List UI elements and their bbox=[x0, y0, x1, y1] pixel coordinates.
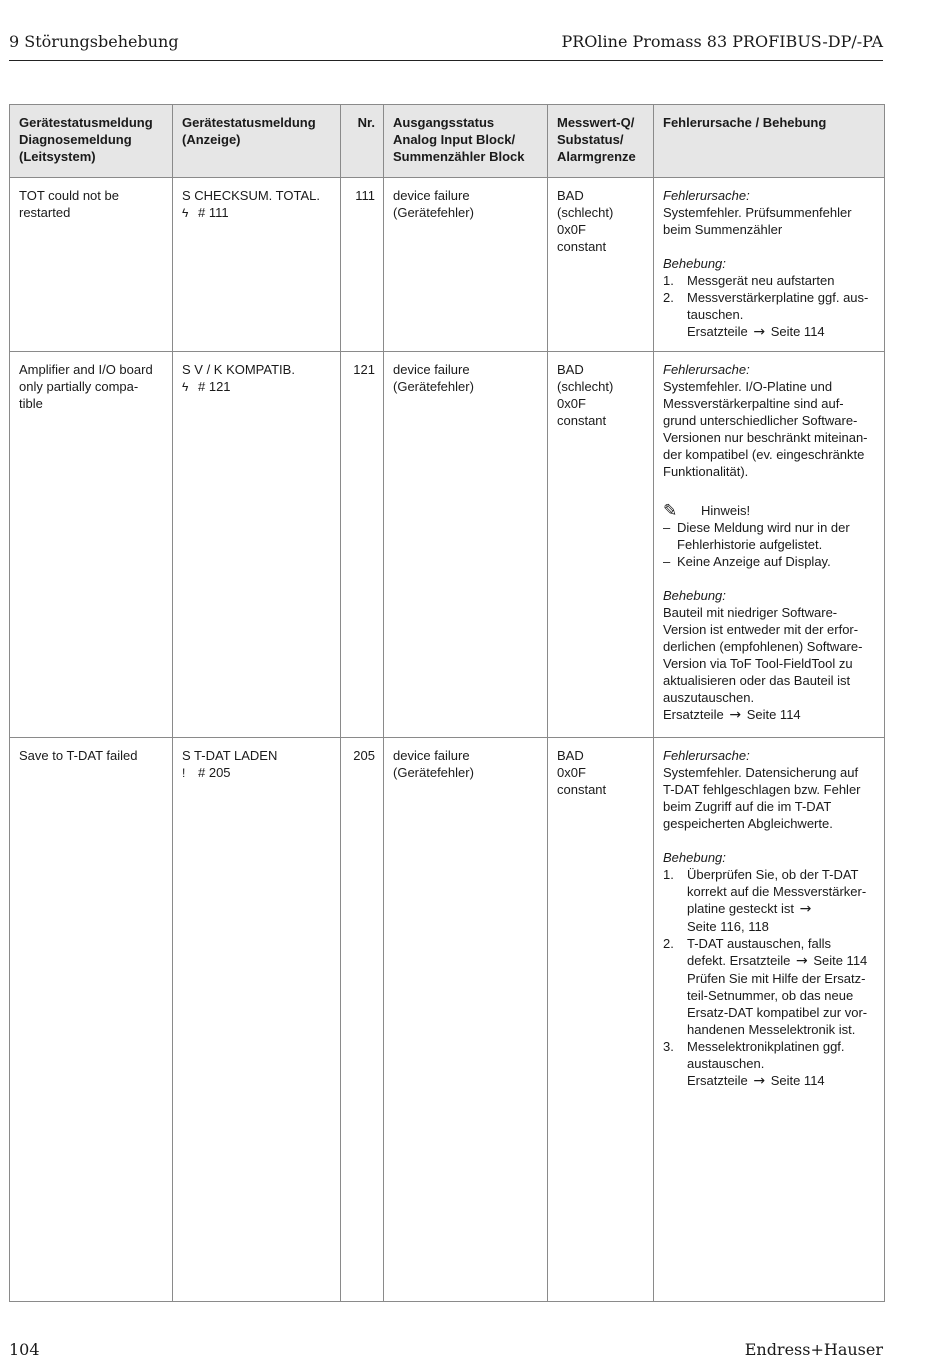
quality-cell: BAD (schlecht) 0x0F constant bbox=[548, 352, 654, 738]
table-row bbox=[10, 738, 885, 1302]
page-reference[interactable]: Seite 116, 118 bbox=[687, 919, 769, 934]
header-system-message: Gerätestatusmeldung Diagnosemeldung (Leitsystem) bbox=[10, 105, 173, 178]
remedy-label: Behebung: bbox=[663, 588, 726, 603]
output-status-cell: device failure (Gerätefehler) bbox=[384, 738, 548, 1302]
cause-label: Fehlerursache: bbox=[663, 748, 750, 763]
header-cause-remedy: Fehlerursache / Behebung bbox=[654, 105, 885, 178]
quality-cell: BAD (schlecht) 0x0F constant bbox=[548, 178, 654, 352]
spare-parts-reference[interactable]: Ersatzteile → Seite 114 bbox=[663, 707, 801, 723]
arrow-right-icon: → bbox=[753, 324, 766, 340]
cause-remedy-cell: Fehlerursache: Systemfehler. Prüfsummenfehler beim Summenzähler Behebung: 1. Messgerät neu aufstarten 2. Messverstärkerplatine ggf. aus- tauschen. Ersatzteile → Seite 114 bbox=[654, 178, 885, 352]
list-item: – Diese Meldung wird nur in der Fehlerhistorie aufgelistet. bbox=[663, 520, 850, 552]
arrow-right-icon: → bbox=[795, 953, 808, 969]
output-status-cell: device failure (Gerätefehler) bbox=[384, 178, 548, 352]
cause-label: Fehlerursache: bbox=[663, 362, 750, 377]
cause-remedy-cell: Fehlerursache: Systemfehler. I/O-Platine und Messverstärkerpaltine sind auf- grund unterschiedlicher Software- Versionen nur beschränkt miteinan- der kompatibel (ev. eingeschränkte Funktionalität). ✎ Hinweis! – Diese Meldung wird nur in der Fehlerhistorie aufgelistet. – Keine Anzeige auf Display. Behebung: Bauteil mit niedriger Software- Version ist entweder mit der erfor- derlichen (empfohlenen) Software- Version via ToF Tool-FieldTool zu aktualisieren oder das Bauteil ist auszutauschen. Ersatzteile → Seite 114 bbox=[654, 352, 885, 738]
header-quality: Messwert-Q/ Substatus/ Alarmgrenze bbox=[548, 105, 654, 178]
hint-box: ✎ Hinweis! bbox=[663, 501, 751, 520]
arrow-right-icon: → bbox=[729, 707, 742, 723]
spare-parts-reference[interactable]: Ersatzteile → Seite 114 bbox=[687, 1073, 825, 1089]
number-cell: 205 bbox=[341, 738, 384, 1302]
arrow-right-icon: → bbox=[799, 901, 812, 917]
remedy-label: Behebung: bbox=[663, 256, 726, 271]
list-item: 2. Messverstärkerplatine ggf. aus- tauschen. Ersatzteile → Seite 114 bbox=[663, 289, 880, 341]
cause-label: Fehlerursache: bbox=[663, 188, 750, 203]
list-item: 2. T-DAT austauschen, falls defekt. Ersatzteile → Seite 114 Prüfen Sie mit Hilfe der Ersatz- teil-Setnummer, ob das neue Ersatz-DAT kompatibel zur vor- handenen Messelektronik ist. bbox=[663, 935, 880, 1038]
lightning-icon: ϟ bbox=[182, 380, 189, 394]
display-message-cell: S CHECKSUM. TOTAL. ϟ # 111 bbox=[173, 178, 341, 352]
remedy-label: Behebung: bbox=[663, 850, 726, 865]
quality-cell: BAD 0x0F constant bbox=[548, 738, 654, 1302]
product-title: PROline Promass 83 PROFIBUS-DP/-PA bbox=[561, 32, 883, 51]
lightning-icon: ϟ bbox=[182, 206, 189, 220]
brand-logo: Endress+Hauser bbox=[744, 1340, 883, 1359]
table-header-row bbox=[10, 105, 885, 178]
display-message-cell: S T-DAT LADEN ! # 205 bbox=[173, 738, 341, 1302]
section-title: 9 Störungsbehebung bbox=[9, 32, 179, 51]
exclamation-icon: ! bbox=[182, 766, 186, 780]
table-row bbox=[10, 352, 885, 738]
number-cell: 121 bbox=[341, 352, 384, 738]
arrow-right-icon: → bbox=[753, 1073, 766, 1089]
table-row bbox=[10, 178, 885, 352]
header-output-status: Ausgangsstatus Analog Input Block/ Summenzähler Block bbox=[384, 105, 548, 178]
header-number: Nr. bbox=[341, 105, 384, 178]
header-display-message: Gerätestatusmeldung (Anzeige) bbox=[173, 105, 341, 178]
number-cell: 111 bbox=[341, 178, 384, 352]
list-item: 3. Messelektronikplatinen ggf. austauschen. Ersatzteile → Seite 114 bbox=[663, 1038, 880, 1090]
spare-parts-reference[interactable]: defekt. Ersatzteile → Seite 114 bbox=[687, 953, 868, 969]
output-status-cell: device failure (Gerätefehler) bbox=[384, 352, 548, 738]
error-table bbox=[9, 104, 885, 1302]
list-item: 1. Überprüfen Sie, ob der T-DAT korrekt auf die Messverstärker- platine gesteckt ist → Seite 116, 118 bbox=[663, 866, 880, 935]
cause-remedy-cell: Fehlerursache: Systemfehler. Datensicherung auf T-DAT fehlgeschlagen bzw. Fehler beim Zugriff auf die im T-DAT gespeicherten Abgleichwerte. Behebung: 1. Überprüfen Sie, ob der T-DAT korrekt auf die Messverstärker- platine gesteckt ist → Seite 116, 118 2. T-DAT austauschen, falls defekt. Ersatzteile → Seite 114 Prüfen Sie mit Hilfe der Ersatz- teil-Setnummer, ob das neue Ersatz-DAT kompatibel zur vor- handenen Messelektronik ist. 3. Messelektronikplatinen ggf. austauschen. Ersatzteile → Seite 114 bbox=[654, 738, 885, 1302]
display-message-cell: S V / K KOMPATIB. ϟ # 121 bbox=[173, 352, 341, 738]
list-item: 1. Messgerät neu aufstarten bbox=[663, 273, 835, 288]
page-number: 104 bbox=[9, 1340, 40, 1359]
list-item: – Keine Anzeige auf Display. bbox=[663, 554, 831, 569]
system-message-cell: Amplifier and I/O board only partially compa- tible bbox=[10, 352, 173, 738]
system-message-cell: Save to T-DAT failed bbox=[10, 738, 173, 1302]
system-message-cell: TOT could not be restarted bbox=[10, 178, 173, 352]
spare-parts-reference[interactable]: Ersatzteile → Seite 114 bbox=[687, 324, 825, 340]
header-rule bbox=[9, 60, 883, 61]
pencil-hint-icon: ✎ bbox=[663, 501, 678, 520]
